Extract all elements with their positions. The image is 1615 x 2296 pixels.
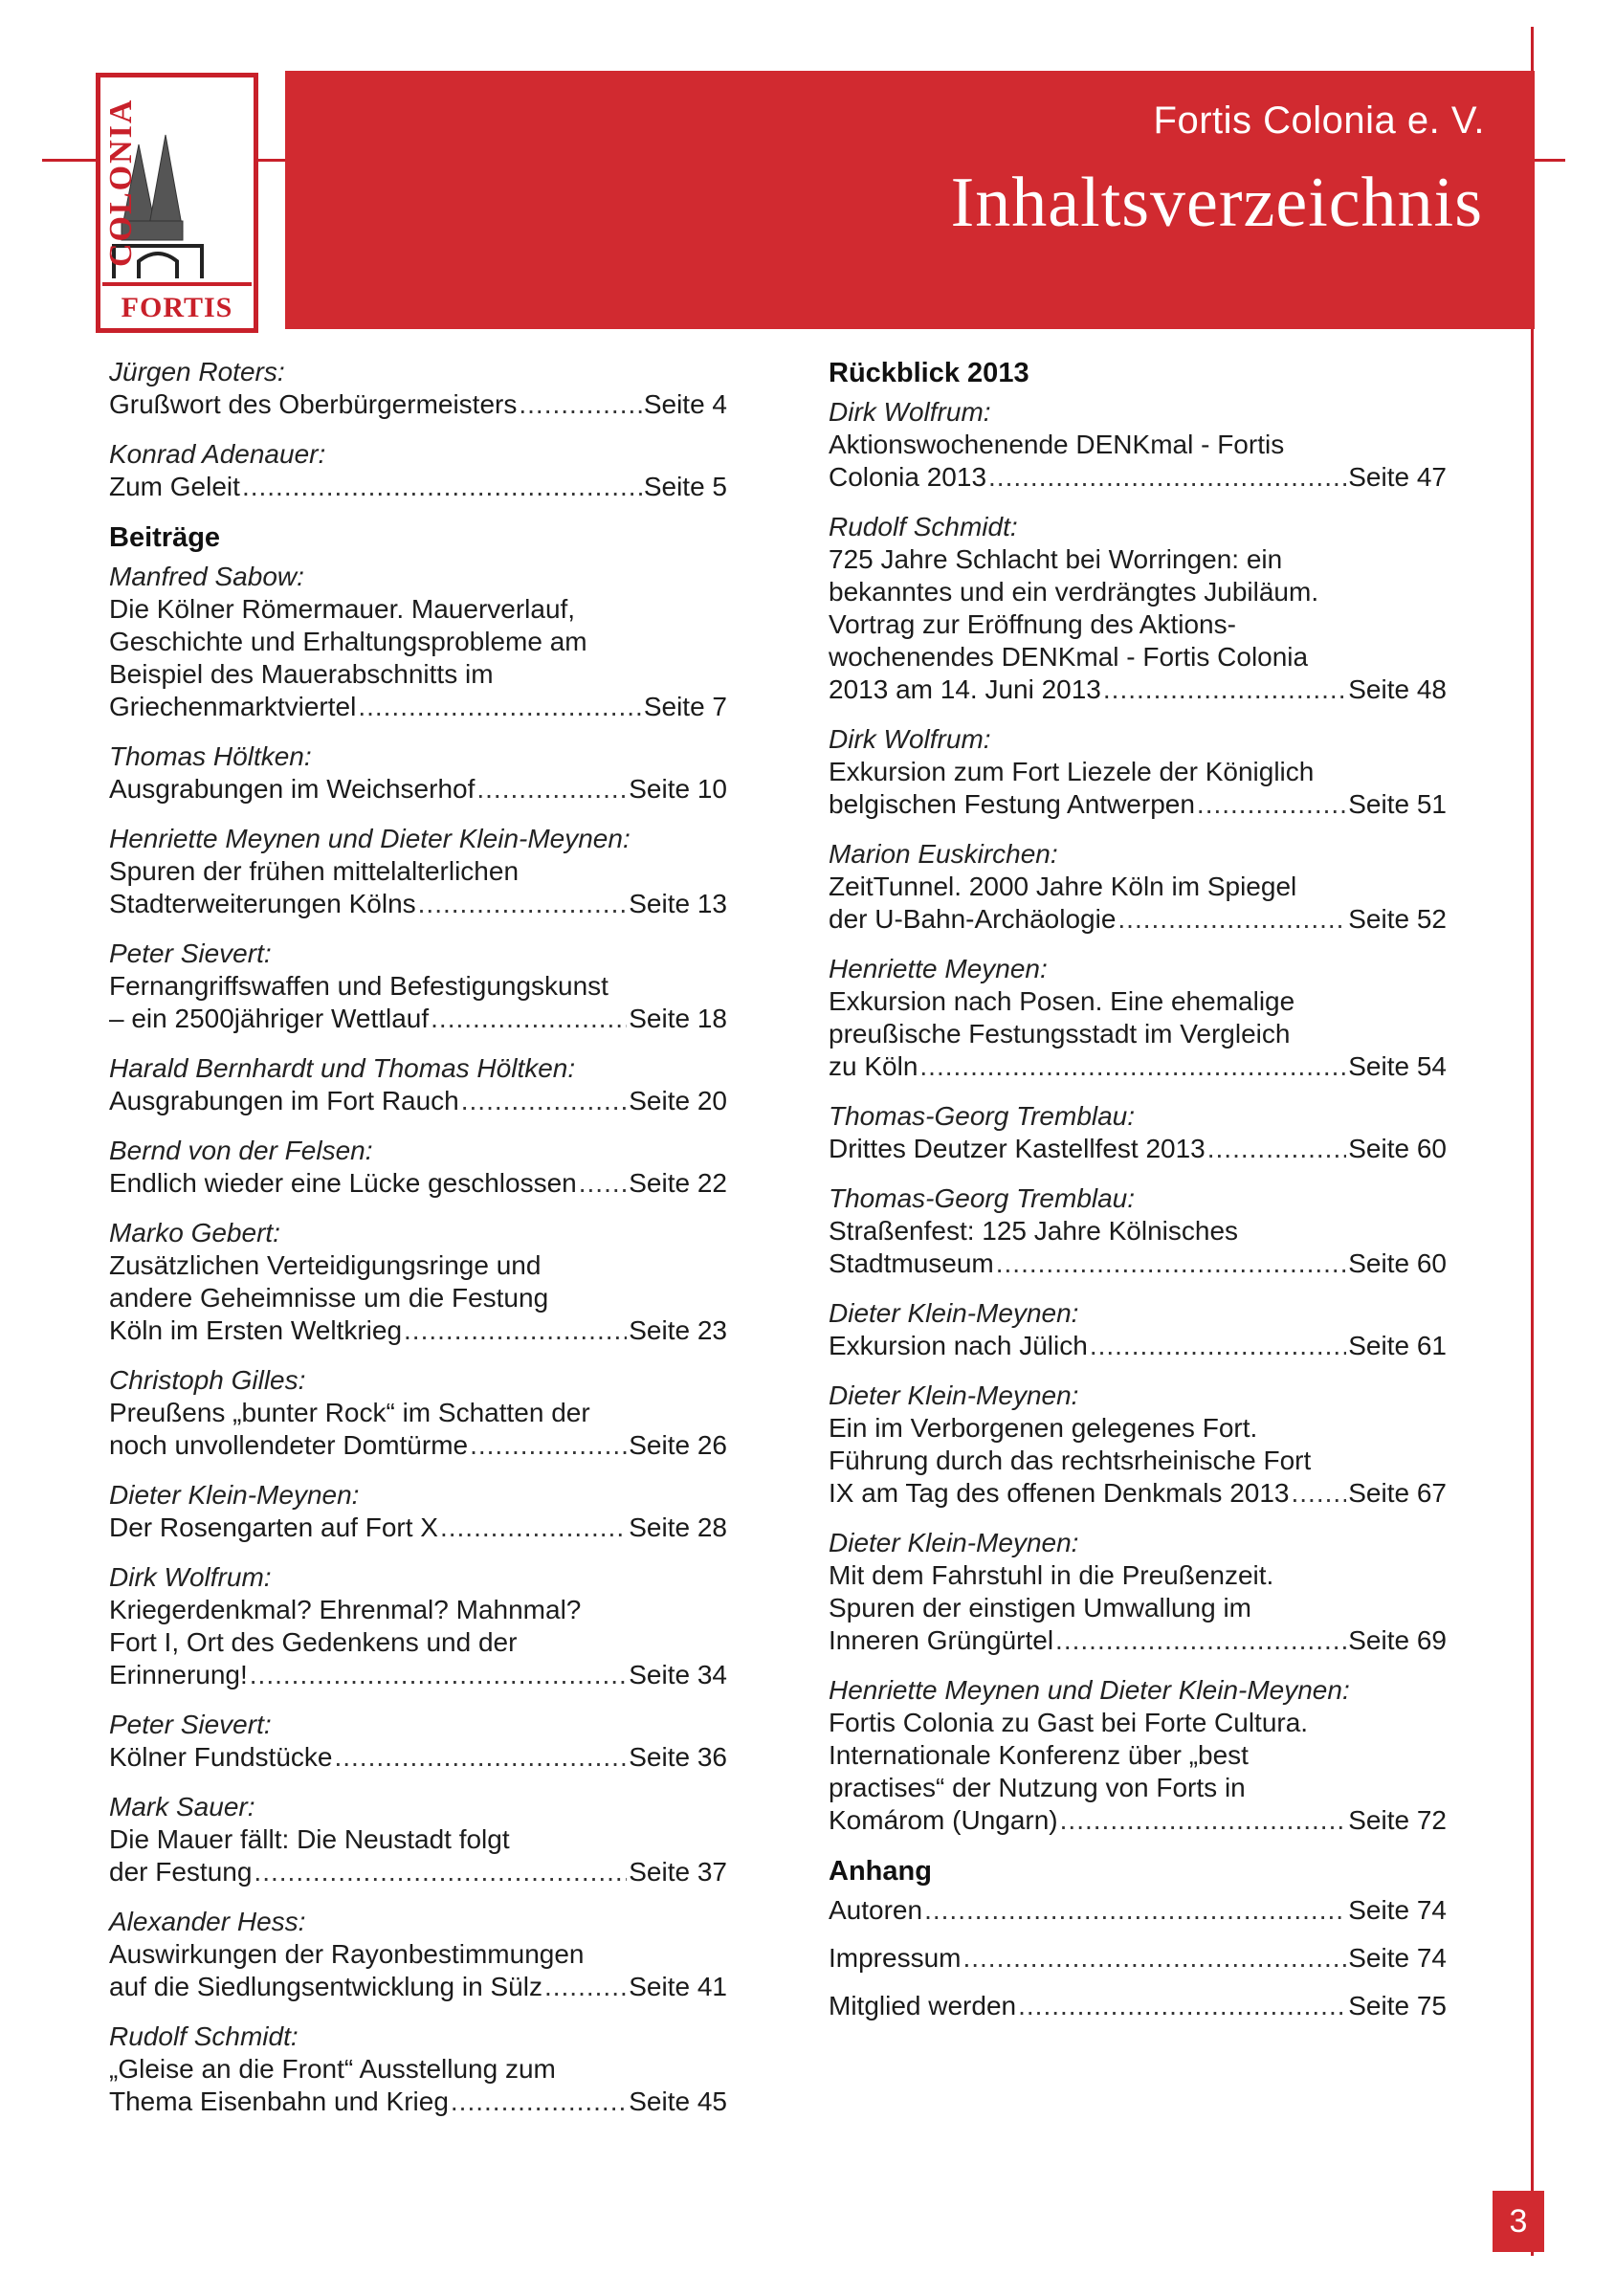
- toc-entry[interactable]: [829, 1942, 1447, 1975]
- page-reference[interactable]: Seite 4: [643, 389, 727, 419]
- page-reference[interactable]: Seite 74: [1348, 1895, 1447, 1925]
- entry-title-line: Fortis Colonia zu Gast bei Forte Cultura.: [829, 1708, 1309, 1737]
- entry-author: Dieter Klein-Meynen:: [829, 1298, 1079, 1328]
- dot-leader: [996, 1247, 1347, 1280]
- entry-last-line: [109, 1429, 727, 1462]
- entry-title-line: Zum Geleit: [109, 472, 240, 501]
- toc-entry[interactable]: [829, 1990, 1447, 2022]
- dot-leader: [1018, 1990, 1346, 2022]
- dot-leader: [431, 1003, 627, 1035]
- entry-last-line: [829, 1247, 1447, 1280]
- page-reference[interactable]: Seite 48: [1348, 674, 1447, 704]
- fortis-colonia-logo: [96, 73, 258, 333]
- entry-title-line: Kriegerdenkmal? Ehrenmal? Mahnmal?: [109, 1595, 582, 1624]
- toc-entry[interactable]: [109, 1479, 727, 1544]
- entry-last-line: [829, 1990, 1447, 2022]
- entry-title-line: Inneren Grüngürtel: [829, 1625, 1054, 1655]
- entry-title-line: ZeitTunnel. 2000 Jahre Köln im Spiegel: [829, 872, 1297, 901]
- entry-author: Henriette Meynen und Dieter Klein-Meynen:: [829, 1675, 1350, 1705]
- page-reference[interactable]: Seite 13: [629, 889, 727, 918]
- page-reference[interactable]: Seite 28: [629, 1512, 727, 1542]
- toc-entry[interactable]: [109, 1906, 727, 2003]
- dot-leader: [470, 1429, 627, 1462]
- dot-leader: [1055, 1624, 1346, 1657]
- section-heading: Beiträge: [109, 522, 221, 553]
- entry-title-line: auf die Siedlungsentwicklung in Sülz: [109, 1972, 542, 2001]
- page-reference[interactable]: Seite 45: [629, 2086, 727, 2116]
- entry-title-line: Ausgrabungen im Weichserhof: [109, 774, 476, 804]
- page-reference[interactable]: Seite 34: [629, 1660, 727, 1689]
- page-reference[interactable]: Seite 37: [629, 1857, 727, 1887]
- entry-last-line: [109, 388, 727, 421]
- entry-title-line: 725 Jahre Schlacht bei Worringen: ein: [829, 544, 1283, 574]
- dot-leader: [1060, 1804, 1347, 1837]
- toc-entry[interactable]: [829, 396, 1447, 494]
- dot-leader: [404, 1314, 627, 1347]
- page-reference[interactable]: Seite 60: [1348, 1134, 1447, 1163]
- entry-author: Dirk Wolfrum:: [109, 1562, 272, 1592]
- entry-last-line: [829, 1133, 1447, 1165]
- entry-author: Thomas-Georg Tremblau:: [829, 1101, 1136, 1131]
- page-reference[interactable]: Seite 41: [629, 1972, 727, 2001]
- entry-last-line: [829, 1624, 1447, 1657]
- toc-entry[interactable]: [109, 740, 727, 806]
- entry-title-line: Ausgrabungen im Fort Rauch: [109, 1086, 459, 1115]
- page-reference[interactable]: Seite 75: [1348, 1991, 1447, 2020]
- dot-leader: [1197, 788, 1346, 821]
- dot-leader: [1117, 903, 1346, 936]
- dot-leader: [988, 461, 1346, 494]
- entry-title-line: Spuren der einstigen Umwallung im: [829, 1593, 1251, 1623]
- entry-title-line: Erinnerung!: [109, 1660, 248, 1689]
- toc-entry[interactable]: [109, 1364, 727, 1462]
- toc-left-column: [109, 356, 727, 2135]
- page-reference[interactable]: Seite 20: [629, 1086, 727, 1115]
- entry-last-line: [829, 1804, 1447, 1837]
- toc-entry[interactable]: [109, 2020, 727, 2118]
- entry-author: Rudolf Schmidt:: [109, 2021, 299, 2051]
- entry-title-line: Exkursion nach Jülich: [829, 1331, 1088, 1360]
- dot-leader: [334, 1741, 627, 1774]
- dot-leader: [451, 2086, 627, 2118]
- dot-leader: [1090, 1330, 1346, 1362]
- dot-leader: [1207, 1133, 1347, 1165]
- entry-last-line: [829, 1942, 1447, 1975]
- toc-entry[interactable]: [109, 438, 727, 503]
- svg-text:COLONIA: COLONIA: [103, 98, 139, 267]
- entry-title-line: andere Geheimnisse um die Festung: [109, 1283, 549, 1313]
- entry-author: Manfred Sabow:: [109, 562, 304, 591]
- entry-title-line: IX am Tag des offenen Denkmals 2013: [829, 1478, 1290, 1508]
- toc-entry[interactable]: [829, 1182, 1447, 1280]
- dot-leader: [919, 1050, 1346, 1083]
- toc-entry[interactable]: [829, 1894, 1447, 1927]
- entry-last-line: [109, 471, 727, 503]
- dot-leader: [250, 1659, 627, 1691]
- page-reference[interactable]: Seite 22: [629, 1168, 727, 1198]
- entry-title-line: Impressum: [829, 1943, 962, 1973]
- entry-author: Bernd von der Felsen:: [109, 1136, 373, 1165]
- dot-leader: [544, 1971, 627, 2003]
- toc-entry[interactable]: [829, 1297, 1447, 1362]
- entry-title-line: der U-Bahn-Archäologie: [829, 904, 1117, 934]
- toc-right-column: [829, 356, 1447, 2038]
- entry-title-line: Die Kölner Römermauer. Mauerverlauf,: [109, 594, 576, 624]
- entry-last-line: [109, 1971, 727, 2003]
- entry-title-line: practises“ der Nutzung von Forts in: [829, 1773, 1246, 1802]
- entry-last-line: [829, 788, 1447, 821]
- page-reference[interactable]: Seite 74: [1348, 1943, 1447, 1973]
- entry-title-line: der Festung: [109, 1857, 253, 1887]
- toc-entry[interactable]: [829, 723, 1447, 821]
- page-reference[interactable]: Seite 54: [1348, 1051, 1447, 1081]
- entry-title-line: Stadterweiterungen Kölns: [109, 889, 416, 918]
- entry-title-line: Ein im Verborgenen gelegenes Fort.: [829, 1413, 1258, 1443]
- entry-last-line: [109, 1003, 727, 1035]
- page-reference[interactable]: Seite 7: [643, 692, 727, 721]
- toc-entry[interactable]: [109, 823, 727, 920]
- entry-last-line: [829, 1894, 1447, 1927]
- entry-title-line: Aktionswochenende DENKmal - Fortis: [829, 430, 1285, 459]
- page-reference[interactable]: Seite 69: [1348, 1625, 1447, 1655]
- entry-author: Henriette Meynen und Dieter Klein-Meynen:: [109, 824, 631, 853]
- entry-author: Harald Bernhardt und Thomas Höltken:: [109, 1053, 576, 1083]
- dot-leader: [962, 1942, 1346, 1975]
- entry-author: Rudolf Schmidt:: [829, 512, 1018, 541]
- logo-word-fortis: FORTIS: [121, 292, 233, 323]
- dot-leader: [579, 1167, 628, 1200]
- dot-leader: [924, 1894, 1346, 1927]
- entry-title-line: Drittes Deutzer Kastellfest 2013: [829, 1134, 1206, 1163]
- page-reference[interactable]: Seite 36: [629, 1742, 727, 1772]
- page-reference[interactable]: Seite 5: [643, 472, 727, 501]
- entry-author: Henriette Meynen:: [829, 954, 1048, 983]
- entry-title-line: Zusätzlichen Verteidigungsringe und: [109, 1250, 542, 1280]
- toc-entry[interactable]: [829, 511, 1447, 706]
- logo-word-colonia: [100, 77, 141, 269]
- entry-title-line: Vortrag zur Eröffnung des Aktions-: [829, 609, 1236, 639]
- entry-last-line: [109, 1314, 727, 1347]
- toc-entry[interactable]: [829, 1100, 1447, 1165]
- entry-last-line: [829, 1477, 1447, 1510]
- section-heading: Rückblick 2013: [829, 358, 1029, 388]
- entry-author: Marko Gebert:: [109, 1218, 280, 1247]
- entry-author: Peter Sievert:: [109, 938, 272, 968]
- entry-author: Konrad Adenauer:: [109, 439, 326, 469]
- entry-title-line: Colonia 2013: [829, 462, 987, 492]
- entry-author: Alexander Hess:: [109, 1907, 306, 1936]
- header-band: [285, 71, 1535, 329]
- entry-last-line: [109, 1741, 727, 1774]
- entry-title-line: noch unvollendeter Domtürme: [109, 1430, 469, 1460]
- entry-title-line: Beispiel des Mauerabschnitts im: [109, 659, 494, 689]
- toc-entry[interactable]: [829, 1527, 1447, 1657]
- entry-title-line: Grußwort des Oberbürgermeisters: [109, 389, 518, 419]
- entry-last-line: [829, 461, 1447, 494]
- toc-entry[interactable]: [109, 561, 727, 723]
- entry-last-line: [109, 1659, 727, 1691]
- dot-leader: [1103, 673, 1346, 706]
- entry-author: Christoph Gilles:: [109, 1365, 306, 1395]
- entry-title-line: Internationale Konferenz über „best: [829, 1740, 1249, 1770]
- entry-title-line: Straßenfest: 125 Jahre Kölnisches: [829, 1216, 1239, 1246]
- toc-entry[interactable]: [109, 1709, 727, 1774]
- dot-leader: [1292, 1477, 1347, 1510]
- entry-last-line: [829, 1050, 1447, 1083]
- toc-entry[interactable]: [829, 1380, 1447, 1510]
- entry-title-line: Mit dem Fahrstuhl in die Preußenzeit.: [829, 1560, 1274, 1590]
- dot-leader: [358, 691, 642, 723]
- toc-entry[interactable]: [109, 1217, 727, 1347]
- entry-title-line: bekanntes und ein verdrängtes Jubiläum.: [829, 577, 1319, 607]
- entry-title-line: „Gleise an die Front“ Ausstellung zum: [109, 2054, 556, 2084]
- toc-entry[interactable]: [109, 356, 727, 421]
- entry-title-line: zu Köln: [829, 1051, 918, 1081]
- entry-last-line: [109, 773, 727, 806]
- entry-title-line: Autoren: [829, 1895, 923, 1925]
- toc-entry[interactable]: [109, 1791, 727, 1888]
- page-reference[interactable]: Seite 18: [629, 1004, 727, 1033]
- dot-leader: [440, 1512, 627, 1544]
- entry-last-line: [109, 2086, 727, 2118]
- dot-leader: [254, 1856, 627, 1888]
- entry-title-line: Griechenmarktviertel: [109, 692, 357, 721]
- section-heading: Anhang: [829, 1856, 932, 1887]
- page-title: Inhaltsverzeichnis: [950, 164, 1483, 242]
- dot-leader: [519, 388, 641, 421]
- dot-leader: [242, 471, 642, 503]
- entry-author: Marion Euskirchen:: [829, 839, 1058, 869]
- entry-author: Peter Sievert:: [109, 1710, 272, 1739]
- entry-title-line: Mitglied werden: [829, 1991, 1017, 2020]
- dot-leader: [418, 888, 628, 920]
- page-reference[interactable]: Seite 47: [1348, 462, 1447, 492]
- entry-title-line: Preußens „bunter Rock“ im Schatten der: [109, 1398, 590, 1427]
- entry-title-line: Fort I, Ort des Gedenkens und der: [109, 1627, 518, 1657]
- entry-last-line: [109, 691, 727, 723]
- entry-title-line: Spuren der frühen mittelalterlichen: [109, 856, 520, 886]
- entry-title-line: wochenendes DENKmal - Fortis Colonia: [829, 642, 1309, 672]
- entry-last-line: [109, 1856, 727, 1888]
- entry-last-line: [829, 903, 1447, 936]
- entry-title-line: Köln im Ersten Weltkrieg: [109, 1315, 403, 1345]
- entry-title-line: Exkursion nach Posen. Eine ehemalige: [829, 986, 1295, 1016]
- entry-author: Dieter Klein-Meynen:: [829, 1528, 1079, 1557]
- page-reference[interactable]: Seite 23: [629, 1315, 727, 1345]
- toc-entry[interactable]: [829, 838, 1447, 936]
- entry-author: Thomas-Georg Tremblau:: [829, 1183, 1136, 1213]
- entry-title-line: Stadtmuseum: [829, 1248, 994, 1278]
- entry-title-line: Auswirkungen der Rayonbestimmungen: [109, 1939, 585, 1969]
- page-reference[interactable]: Seite 72: [1348, 1805, 1447, 1835]
- entry-author: Dirk Wolfrum:: [829, 397, 991, 427]
- entry-last-line: [109, 1167, 727, 1200]
- page-reference[interactable]: Seite 60: [1348, 1248, 1447, 1278]
- entry-title-line: Der Rosengarten auf Fort X: [109, 1512, 438, 1542]
- page-reference[interactable]: Seite 52: [1348, 904, 1447, 934]
- page-number: 3: [1493, 2191, 1544, 2252]
- entry-author: Dieter Klein-Meynen:: [829, 1380, 1079, 1410]
- page-reference[interactable]: Seite 51: [1348, 789, 1447, 819]
- toc-entry[interactable]: [109, 1561, 727, 1691]
- entry-title-line: Thema Eisenbahn und Krieg: [109, 2086, 449, 2116]
- entry-last-line: [109, 1085, 727, 1117]
- entry-title-line: Komárom (Ungarn): [829, 1805, 1058, 1835]
- dot-leader: [476, 773, 627, 806]
- entry-last-line: [109, 888, 727, 920]
- entry-last-line: [109, 1512, 727, 1544]
- entry-title-line: Geschichte und Erhaltungsprobleme am: [109, 627, 587, 656]
- dot-leader: [461, 1085, 628, 1117]
- page-reference[interactable]: Seite 26: [629, 1430, 727, 1460]
- right-vertical-rule: [1531, 27, 1534, 2256]
- entry-author: Dieter Klein-Meynen:: [109, 1480, 360, 1510]
- page-reference[interactable]: Seite 67: [1348, 1478, 1447, 1508]
- page-reference[interactable]: Seite 61: [1348, 1331, 1447, 1360]
- page-reference[interactable]: Seite 10: [629, 774, 727, 804]
- toc-entry[interactable]: [109, 1052, 727, 1117]
- entry-author: Jürgen Roters:: [109, 357, 285, 386]
- entry-title-line: preußische Festungsstadt im Vergleich: [829, 1019, 1291, 1049]
- org-name: Fortis Colonia e. V.: [1153, 99, 1485, 142]
- entry-last-line: [829, 673, 1447, 706]
- entry-title-line: Führung durch das rechtsrheinische Fort: [829, 1446, 1312, 1475]
- entry-title-line: Die Mauer fällt: Die Neustadt folgt: [109, 1824, 510, 1854]
- entry-author: Thomas Höltken:: [109, 741, 312, 771]
- entry-title-line: 2013 am 14. Juni 2013: [829, 674, 1101, 704]
- entry-title-line: Kölner Fundstücke: [109, 1742, 333, 1772]
- entry-author: Mark Sauer:: [109, 1792, 255, 1821]
- entry-title-line: – ein 2500jähriger Wettlauf: [109, 1004, 430, 1033]
- toc-entry[interactable]: [829, 953, 1447, 1083]
- entry-last-line: [829, 1330, 1447, 1362]
- toc-entry[interactable]: [109, 1135, 727, 1200]
- entry-author: Dirk Wolfrum:: [829, 724, 991, 754]
- entry-title-line: Exkursion zum Fort Liezele der Königlich: [829, 757, 1315, 786]
- toc-entry[interactable]: [109, 938, 727, 1035]
- entry-title-line: Fernangriffswaffen und Befestigungskunst: [109, 971, 608, 1001]
- toc-entry[interactable]: [829, 1674, 1447, 1837]
- entry-title-line: Endlich wieder eine Lücke geschlossen: [109, 1168, 577, 1198]
- entry-title-line: belgischen Festung Antwerpen: [829, 789, 1195, 819]
